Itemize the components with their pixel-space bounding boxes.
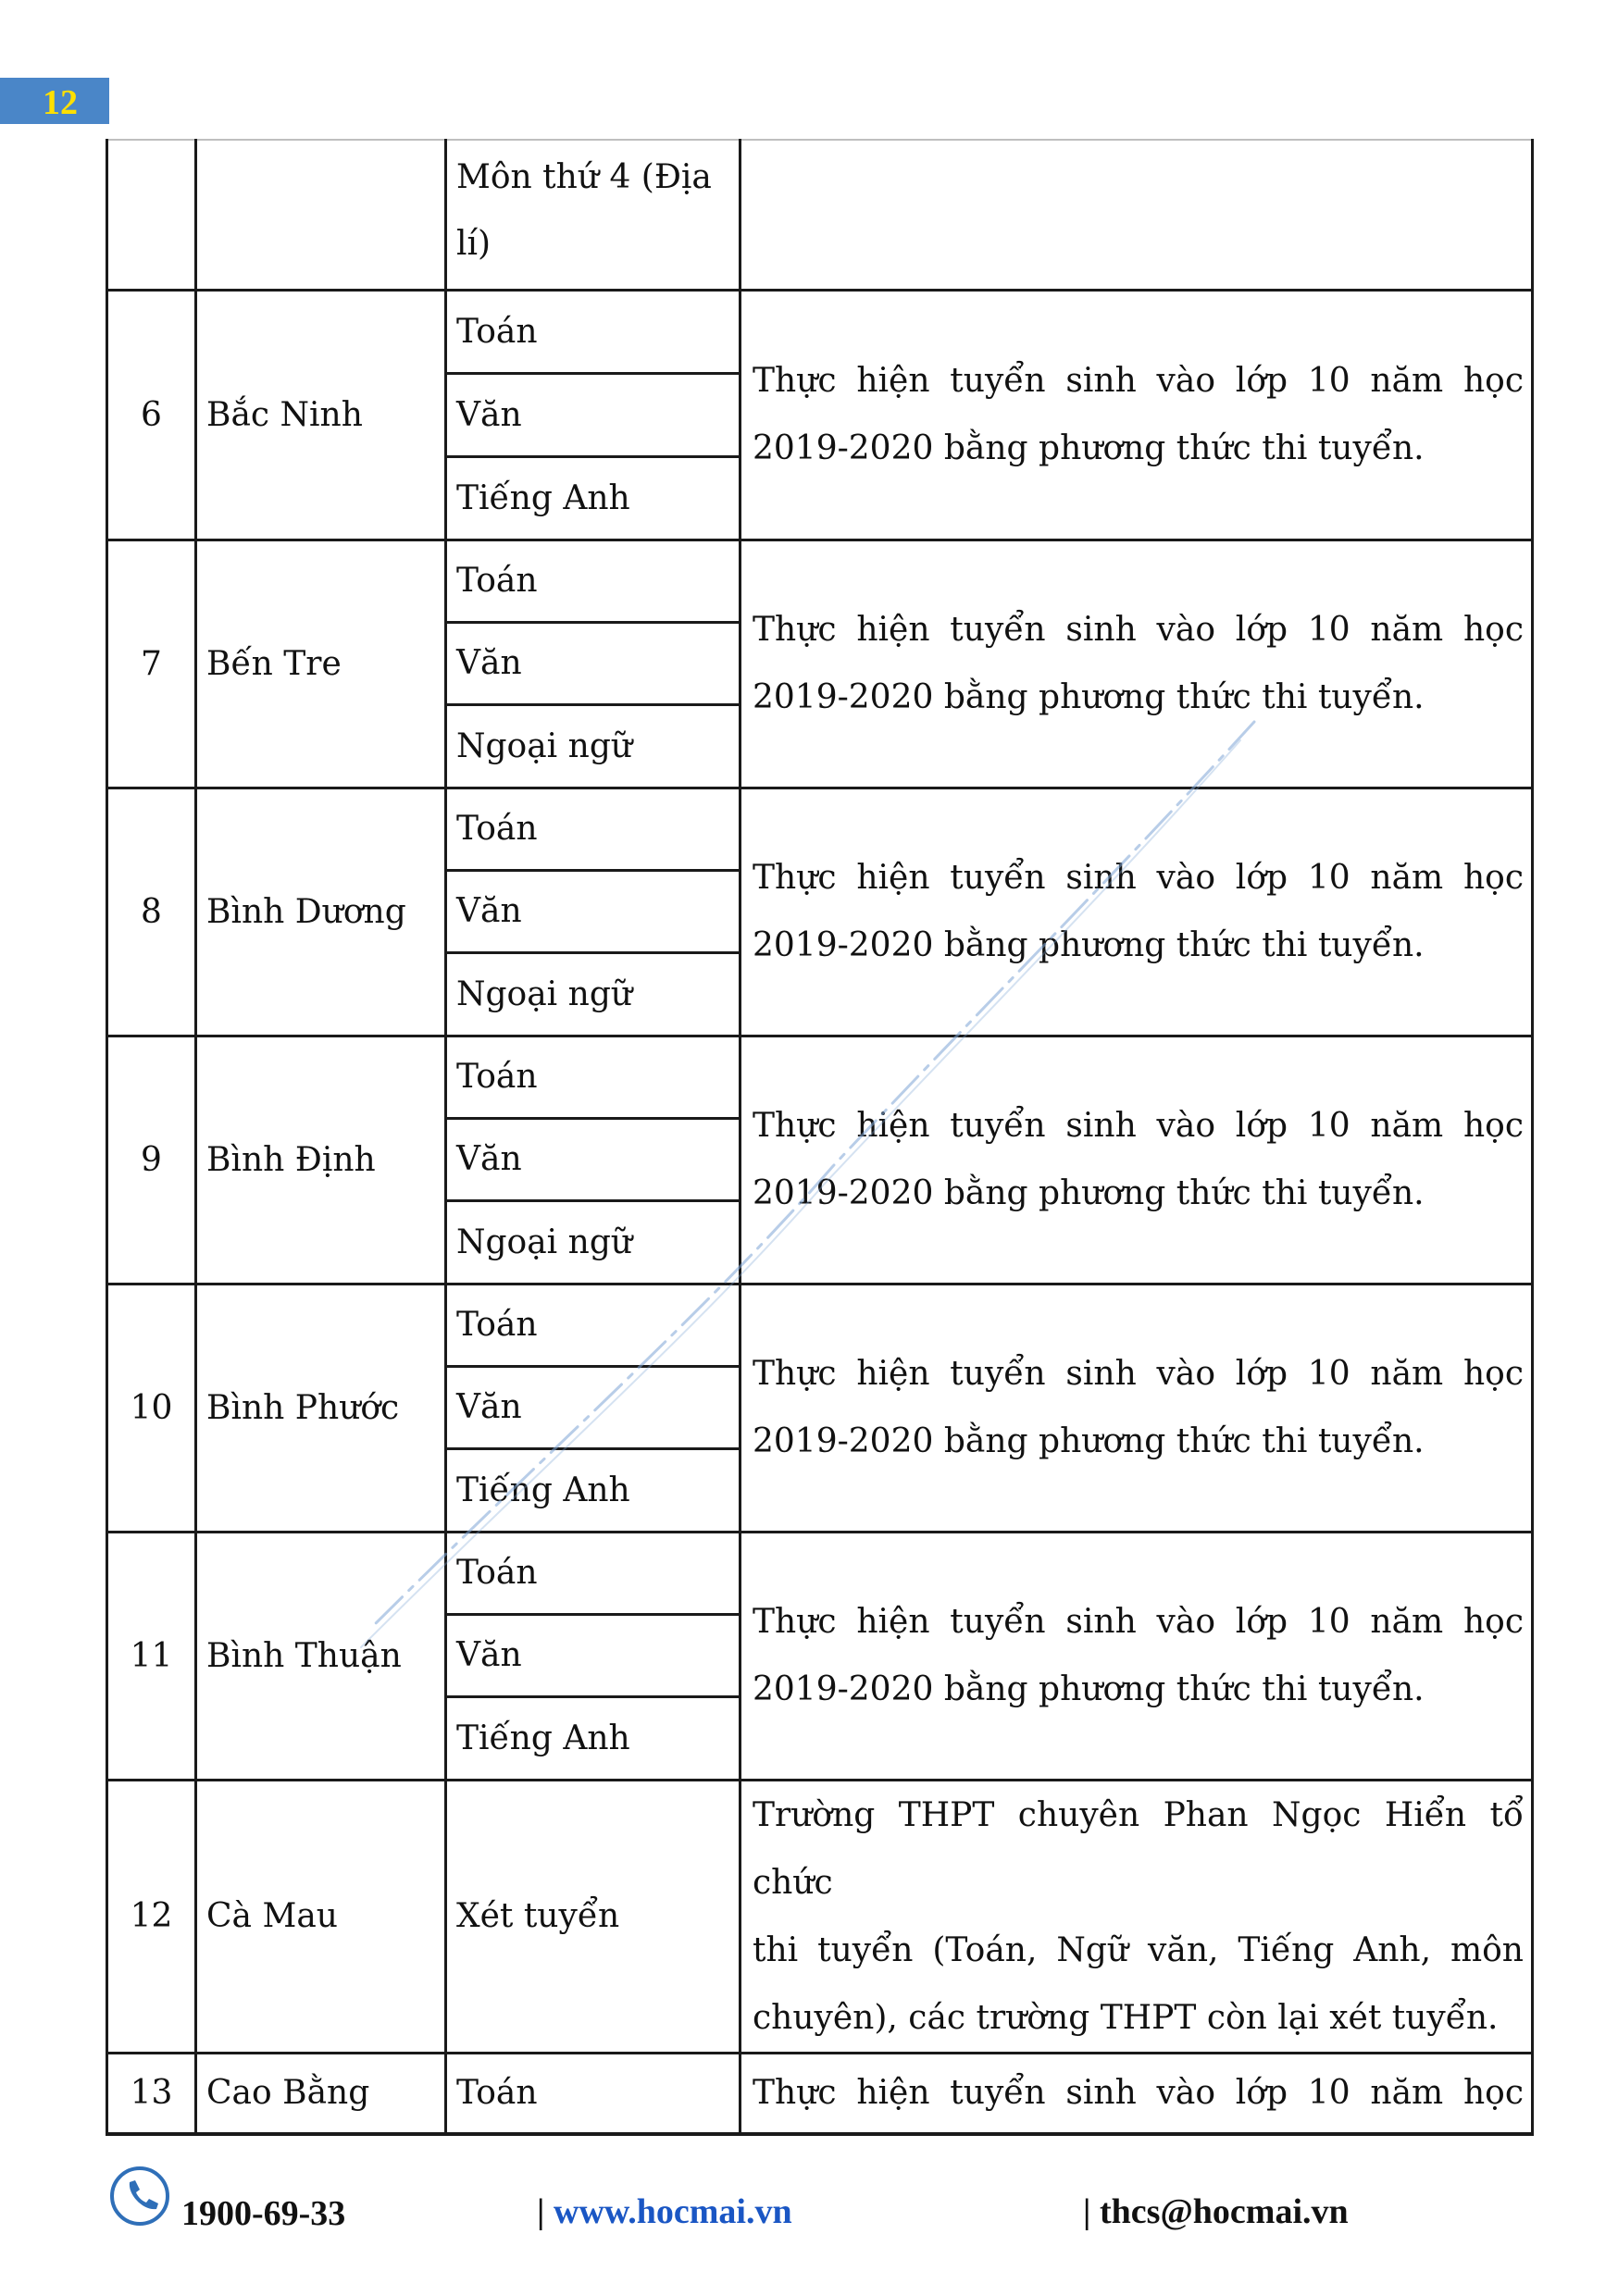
note-cell: [741, 1284, 1533, 1532]
note-line: Thực hiện tuyển sinh vào lớp 10 năm học: [753, 2074, 1524, 2113]
table-row: [107, 788, 1533, 870]
subject-cell: Văn: [446, 373, 741, 456]
note-cell: [741, 290, 1533, 540]
note-line: 2019-2020 bằng phương thức thi tuyển.: [753, 429, 1425, 467]
subject-cell: Văn: [446, 1118, 741, 1200]
subject-cell: Xét tuyển: [446, 1780, 741, 2053]
province-name: Bến Tre: [196, 540, 446, 788]
province-name: [196, 140, 446, 290]
footer-website-link[interactable]: www.hocmai.vn: [554, 2192, 792, 2231]
subject-line: Môn thứ 4 (Địa: [456, 158, 712, 196]
subject-cell: Ngoại ngữ: [446, 704, 741, 788]
note-cell: [741, 788, 1533, 1036]
phone-icon: [109, 2166, 170, 2227]
row-number: 7: [107, 540, 196, 788]
subject-cell: Toán: [446, 1284, 741, 1366]
note-line: Thực hiện tuyển sinh vào lớp 10 năm học: [753, 1355, 1524, 1393]
subject-cell: Toán: [446, 1036, 741, 1118]
note-line: Thực hiện tuyển sinh vào lớp 10 năm học: [753, 1107, 1524, 1145]
row-number: 12: [107, 1780, 196, 2053]
subject-line: lí): [456, 225, 492, 263]
table-row: [107, 290, 1533, 373]
subject-cell: Ngoại ngữ: [446, 952, 741, 1036]
table-row: [107, 1036, 1533, 1118]
subject-cell: Văn: [446, 1614, 741, 1696]
note-line: thi tuyển (Toán, Ngữ văn, Tiếng Anh, môn: [753, 1930, 1524, 1969]
subject-cell: Văn: [446, 870, 741, 952]
table-row: [107, 1284, 1533, 1366]
note-line: 2019-2020 bằng phương thức thi tuyển.: [753, 1670, 1425, 1708]
row-number: [107, 140, 196, 290]
row-number: 11: [107, 1532, 196, 1780]
province-name: Cà Mau: [196, 1780, 446, 2053]
note-cell: [741, 1532, 1533, 1780]
subject-cell: Toán: [446, 290, 741, 373]
province-name: Bắc Ninh: [196, 290, 446, 540]
table-row: [107, 540, 1533, 622]
note-line: Thực hiện tuyển sinh vào lớp 10 năm học: [753, 1603, 1524, 1641]
note-line: Thực hiện tuyển sinh vào lớp 10 năm học: [753, 611, 1524, 649]
page-number-badge: [0, 78, 109, 124]
footer: [0, 2156, 1618, 2249]
row-number: 13: [107, 2053, 196, 2134]
province-name: Bình Dương: [196, 788, 446, 1036]
note-cell: [741, 540, 1533, 788]
subject-cell: Tiếng Anh: [446, 456, 741, 540]
note-line: 2019-2020 bằng phương thức thi tuyển.: [753, 926, 1425, 964]
footer-email-link[interactable]: thcs@hocmai.vn: [1100, 2192, 1349, 2231]
table-row: [107, 2053, 1533, 2134]
note-line: chuyên), các trường THPT còn lại xét tuyển.: [753, 1998, 1499, 2037]
note-cell: [741, 140, 1533, 290]
subject-cell: Toán: [446, 1532, 741, 1614]
province-name: Cao Bằng: [196, 2053, 446, 2134]
admission-table: [106, 139, 1534, 2136]
footer-separator: |: [537, 2192, 545, 2231]
table-row: [107, 1532, 1533, 1614]
note-cell: [741, 1036, 1533, 1284]
table-row: [107, 1780, 1533, 2053]
province-name: Bình Phước: [196, 1284, 446, 1532]
subject-cell: Toán: [446, 540, 741, 622]
row-number: 8: [107, 788, 196, 1036]
subject-cell: Tiếng Anh: [446, 1696, 741, 1780]
footer-phone[interactable]: 1900-69-33: [181, 2194, 346, 2233]
subject-cell: Toán: [446, 788, 741, 870]
province-name: Bình Định: [196, 1036, 446, 1284]
subject-cell: Tiếng Anh: [446, 1448, 741, 1532]
row-number: 6: [107, 290, 196, 540]
note-line: Trường THPT chuyên Phan Ngọc Hiển tổ chức: [753, 1795, 1524, 1902]
note-line: Thực hiện tuyển sinh vào lớp 10 năm học: [753, 859, 1524, 897]
note-line: 2019-2020 bằng phương thức thi tuyển.: [753, 1422, 1425, 1460]
province-name: Bình Thuận: [196, 1532, 446, 1780]
row-number: 9: [107, 1036, 196, 1284]
note-line: Thực hiện tuyển sinh vào lớp 10 năm học: [753, 362, 1524, 400]
note-line: 2019-2020 bằng phương thức thi tuyển.: [753, 1174, 1425, 1212]
row-number: 10: [107, 1284, 196, 1532]
page-number: 12: [43, 83, 78, 122]
footer-separator: |: [1083, 2192, 1091, 2231]
note-cell: [741, 1780, 1533, 2053]
subject-cell: [446, 140, 741, 290]
subject-cell: Ngoại ngữ: [446, 1200, 741, 1284]
note-cell: [741, 2053, 1533, 2134]
note-line: 2019-2020 bằng phương thức thi tuyển.: [753, 678, 1425, 716]
subject-cell: Văn: [446, 622, 741, 704]
table-row: [107, 140, 1533, 290]
subject-cell: Toán: [446, 2053, 741, 2134]
subject-cell: Văn: [446, 1366, 741, 1448]
